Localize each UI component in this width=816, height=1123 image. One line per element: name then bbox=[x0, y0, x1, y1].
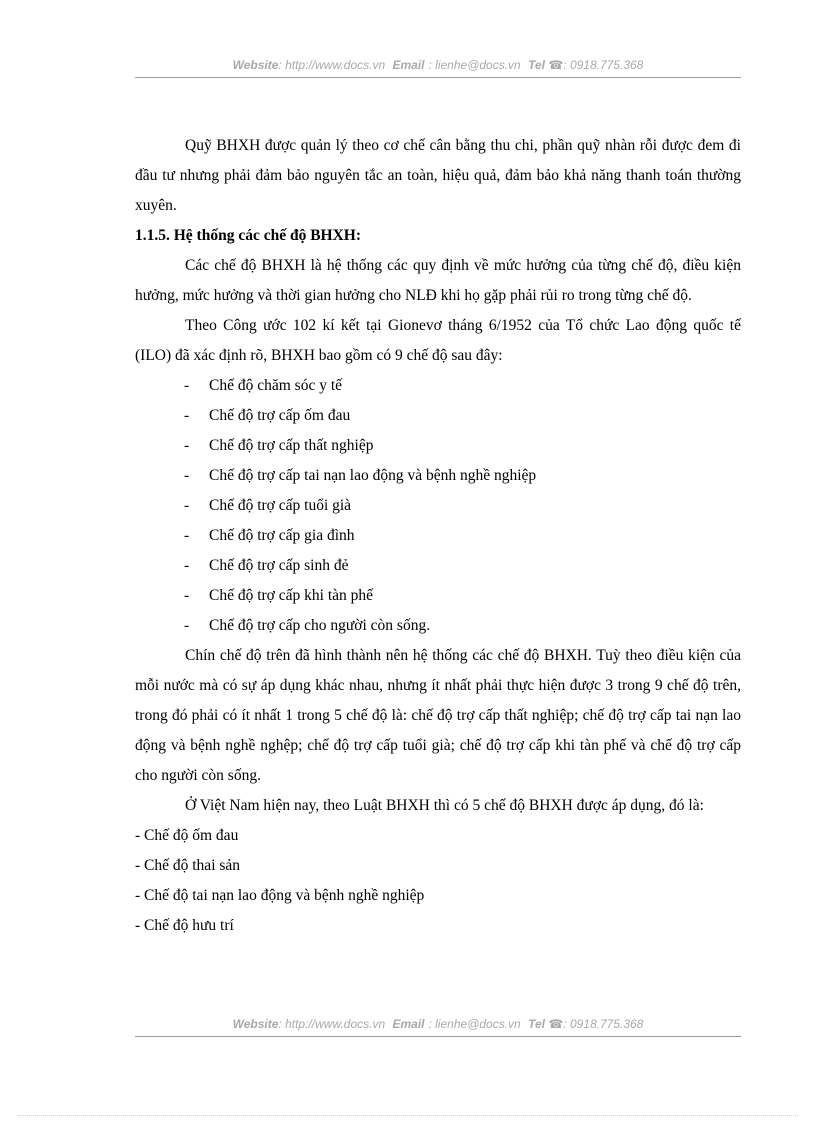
list-item: - Chế độ thai sản bbox=[135, 857, 241, 874]
list-item: - Chế độ chăm sóc y tế bbox=[184, 377, 343, 394]
list-item: - Chế độ trợ cấp tai nạn lao động và bệnh nghề nghiệp bbox=[184, 467, 537, 484]
ilo-regime-list bbox=[135, 371, 741, 641]
page-footer bbox=[135, 1017, 741, 1031]
paragraph: Các chế độ BHXH là hệ thống các quy định về mức hưởng của từng chế độ, điều kiện hưởng, mức hưởng và thời gian hưởng cho NLĐ khi họ gặp phải rủi ro trong từng chế độ. bbox=[135, 257, 741, 304]
list-item-text: Chế độ trợ cấp cho người còn sống. bbox=[209, 617, 431, 634]
list-item-text: Chế độ trợ cấp sinh đẻ bbox=[209, 557, 349, 574]
footer-email-value[interactable]: : lienhe@docs.vn bbox=[428, 1017, 521, 1031]
list-item: - Chế độ trợ cấp khi tàn phế bbox=[184, 587, 374, 604]
list-item: - Chế độ trợ cấp cho người còn sống. bbox=[184, 617, 431, 634]
list-item-text: Chế độ trợ cấp ốm đau bbox=[209, 407, 351, 424]
list-item-text: Chế độ trợ cấp tai nạn lao động và bệnh nghề nghiệp bbox=[209, 467, 537, 484]
list-item-text: Chế độ trợ cấp tuổi già bbox=[209, 497, 352, 514]
paragraph: Theo Công ước 102 kí kết tại Gionevơ tháng 6/1952 của Tổ chức Lao động quốc tế (ILO) đã xác định rõ, BHXH bao gồm có 9 chế độ sau đây: bbox=[135, 317, 741, 364]
header-divider bbox=[135, 77, 741, 78]
section-heading: 1.1.5. Hệ thống các chế độ BHXH: bbox=[135, 227, 362, 244]
vn-regime-list bbox=[135, 821, 741, 941]
footer-website-label: Website bbox=[232, 1017, 279, 1031]
list-item: - Chế độ trợ cấp sinh đẻ bbox=[184, 557, 349, 574]
header-website-value[interactable]: : http://www.docs.vn bbox=[278, 58, 386, 72]
paragraph: Quỹ BHXH được quản lý theo cơ chế cân bằng thu chi, phần quỹ nhàn rỗi được đem đi đầu tư nhưng phải đảm bảo nguyên tắc an toàn, hiệu quả, đảm bảo khả năng thanh toán thường xuyên. bbox=[135, 137, 741, 214]
header-email-label: Email bbox=[392, 58, 425, 72]
list-item: - Chế độ ốm đau bbox=[135, 827, 239, 844]
header-tel-label: Tel bbox=[528, 58, 545, 72]
list-item: - Chế độ trợ cấp ốm đau bbox=[184, 407, 351, 424]
phone-icon: ☎ bbox=[548, 58, 564, 72]
header-email-value[interactable]: : lienhe@docs.vn bbox=[428, 58, 521, 72]
page-header bbox=[135, 58, 741, 72]
footer-divider bbox=[135, 1036, 741, 1037]
paragraph: Ở Việt Nam hiện nay, theo Luật BHXH thì có 5 chế độ BHXH được áp dụng, đó là: bbox=[185, 797, 704, 814]
document-body bbox=[135, 131, 741, 941]
footer-tel-label: Tel bbox=[528, 1017, 545, 1031]
list-item: - Chế độ trợ cấp gia đình bbox=[184, 527, 355, 544]
list-item-text: Chế độ trợ cấp khi tàn phế bbox=[209, 587, 374, 604]
list-item: - Chế độ tai nạn lao động và bệnh nghề nghiệp bbox=[135, 887, 425, 904]
list-item: - Chế độ trợ cấp tuổi già bbox=[184, 497, 352, 514]
footer-tel-value: : 0918.775.368 bbox=[563, 1017, 644, 1031]
footer-website-value[interactable]: : http://www.docs.vn bbox=[278, 1017, 386, 1031]
list-item-text: Chế độ trợ cấp thất nghiệp bbox=[209, 437, 374, 454]
list-item-text: Chế độ chăm sóc y tế bbox=[209, 377, 343, 394]
header-tel-value: : 0918.775.368 bbox=[563, 58, 644, 72]
page-edge bbox=[18, 1115, 798, 1116]
footer-email-label: Email bbox=[392, 1017, 425, 1031]
list-item: - Chế độ trợ cấp thất nghiệp bbox=[184, 437, 374, 454]
header-website-label: Website bbox=[232, 58, 279, 72]
list-item: - Chế độ hưu trí bbox=[135, 917, 234, 934]
phone-icon: ☎ bbox=[548, 1017, 564, 1031]
paragraph: Chín chế độ trên đã hình thành nên hệ thống các chế độ BHXH. Tuỳ theo điều kiện của mỗi nước mà có sự áp dụng khác nhau, nhưng ít nhất phải thực hiện được 3 trong 9 chế độ trên, trong đó phải có ít nhất 1 trong 5 chế độ là: chế độ trợ cấp thất nghiệp; chế độ trợ cấp tai nạn lao động và bệnh nghề nghệp; chế độ trợ cấp tuổi già; chế độ trợ cấp khi tàn phế và chế độ trợ cấp cho người còn sống. bbox=[135, 647, 741, 784]
list-item-text: Chế độ trợ cấp gia đình bbox=[209, 527, 355, 544]
